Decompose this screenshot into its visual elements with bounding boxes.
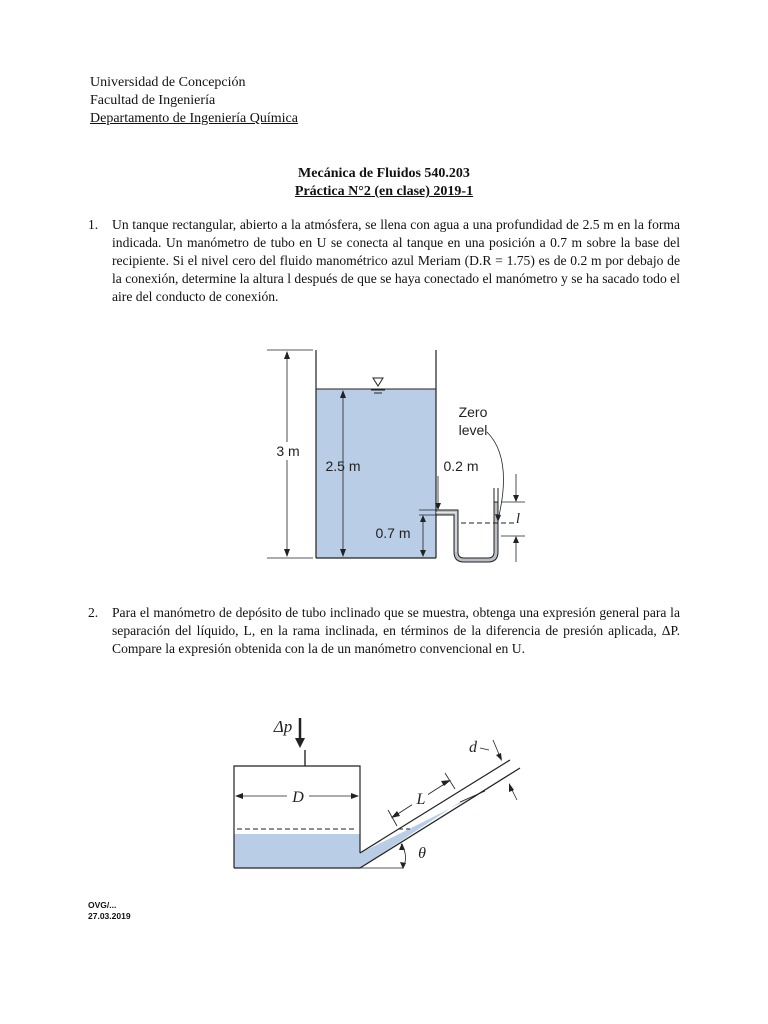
- problem-2-number: 2.: [88, 605, 99, 620]
- problem-1-number: 1.: [88, 217, 99, 232]
- dim-L-label: L: [416, 791, 426, 808]
- dim-D-label: D: [292, 789, 304, 806]
- dim-2-5m-label: 2.5 m: [325, 458, 361, 474]
- course-title: Mecánica de Fluidos 540.203: [298, 166, 470, 181]
- footer: [88, 900, 131, 922]
- reservoir-liquid: [234, 834, 360, 868]
- free-surface-icon: [373, 378, 383, 386]
- dim-d-label: d: [469, 739, 477, 756]
- document-titles: [0, 165, 768, 201]
- department-name: Departamento de Ingeniería Química: [90, 111, 298, 126]
- inclined-manometer-figure: [225, 708, 530, 883]
- dim-3m-label: 3 m: [276, 443, 300, 459]
- level-label: level: [458, 422, 488, 438]
- practice-title: Práctica N°2 (en clase) 2019-1: [294, 184, 474, 199]
- problem-2: [88, 604, 680, 658]
- problem-2-text: Para el manómetro de depósito de tubo inclinado que se muestra, obtenga una expresión general para la separación del líquido, L, en la rama inclinada, en términos de la diferencia de presión aplicada, ΔP. Compare la expresión obtenida con la de un manómetro convencional en U.: [112, 605, 680, 656]
- dim-0-2m-label: 0.2 m: [443, 458, 479, 474]
- angle-theta-label: θ: [418, 845, 426, 862]
- footer-date: 27.03.2019: [88, 911, 131, 921]
- dim-l-label: l: [515, 511, 521, 527]
- institution-header: [90, 74, 298, 128]
- zero-label: Zero: [458, 404, 488, 420]
- footer-initials: OVG/...: [88, 900, 117, 910]
- university-name: Universidad de Concepción: [90, 75, 246, 90]
- u-tube-manometer: [436, 502, 498, 562]
- faculty-name: Facultad de Ingeniería: [90, 93, 216, 108]
- tank-manometer-figure: [255, 340, 545, 575]
- problem-1-text: Un tanque rectangular, abierto a la atmósfera, se llena con agua a una profundidad de 2.5 m en la forma indicada. Un manómetro de tubo en U se conecta al tanque en una posición a 0.7 m sobre la base del recipiente. Si el nivel cero del fluido manométrico azul Meriam (D.R = 1.75) es de 0.2 m por debajo de la conexión, determine la altura l después de que se haya conectado el manómetro y se ha sacado todo el aire del conducto de conexión.: [112, 217, 680, 304]
- dim-0-7m-label: 0.7 m: [375, 525, 411, 541]
- delta-p-label: Δp: [273, 717, 293, 736]
- problem-1: [88, 216, 680, 306]
